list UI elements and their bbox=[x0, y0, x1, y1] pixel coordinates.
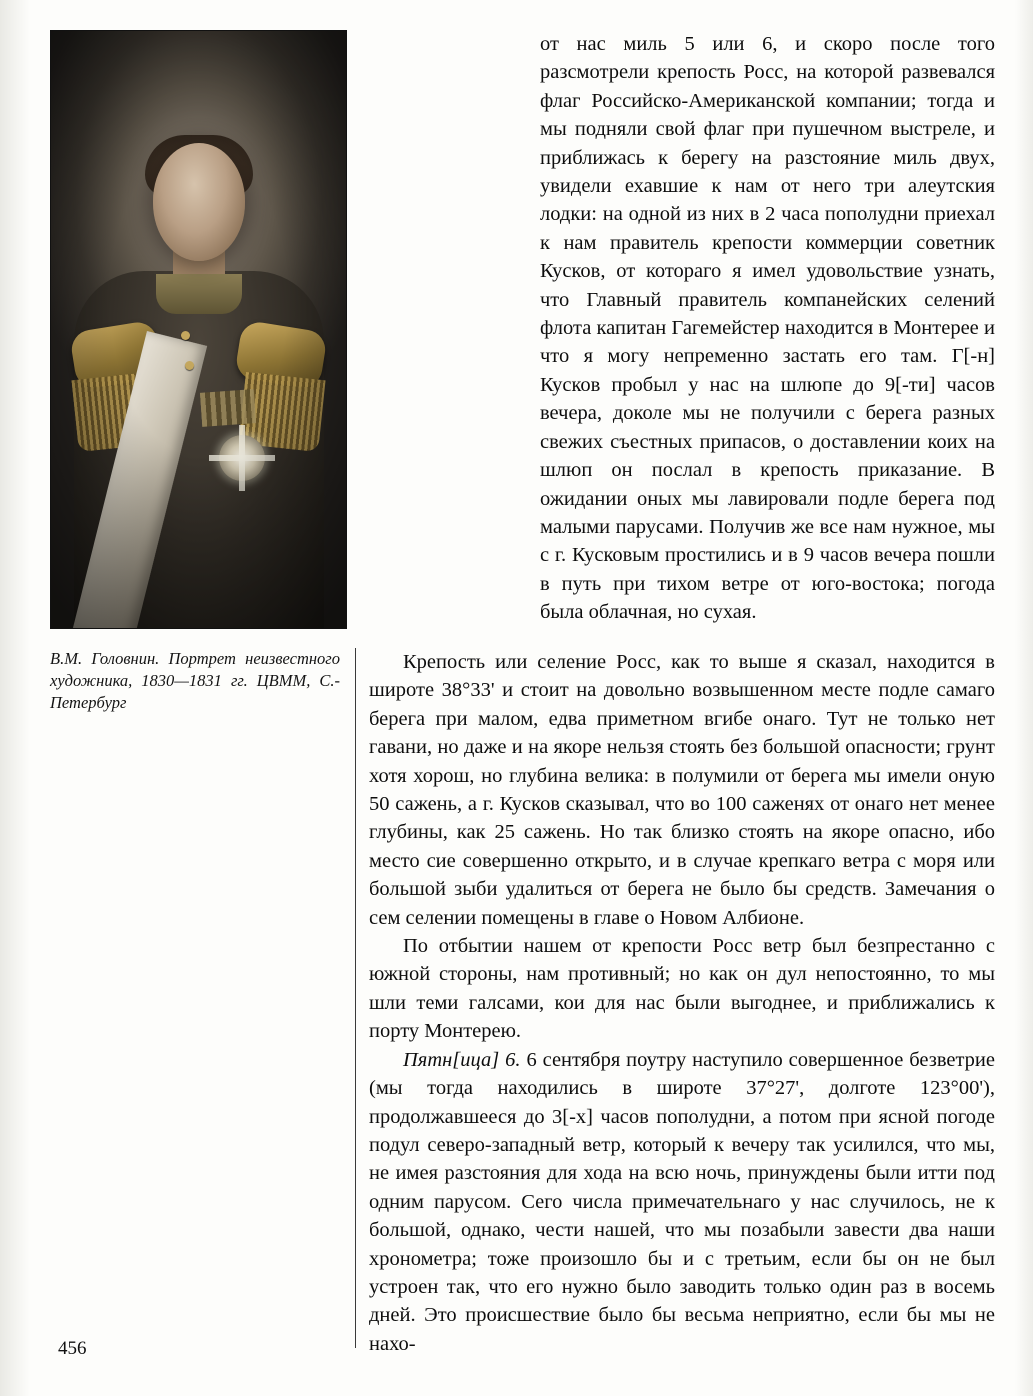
paragraph-with-date-lead bbox=[369, 1046, 995, 1358]
paragraph-body: 6 сентября поутру наступило совершенное безветрие (мы тогда находились в широте 37°27', долготе 123°00'), продолжавшееся до 3[-х] часов пополудни, а потом при ясной погоде подул северо-западный ветр, который к вечеру так усилился, что мы, не имея разстояния для хода на всю ночь, принуждены были итти под одним парусом. Сего числа примечательнаго у нас случилось, не к большой, однако, чести нашей, что мы позабыли завести два наши хронометра; тоже произошло бы и с третьим, если бы он не был устроен так, что его нужно было заводить только один раз в восемь дней. Это происшествие было бы весьма неприятно, если бы мы не нахо- bbox=[369, 1048, 995, 1355]
portrait-image bbox=[50, 30, 347, 629]
paragraph: от нас миль 5 или 6, и скоро после того разсмотрели крепость Росс, на которой развевался флаг Российско-Американской компании; тогда и мы подняли свой флаг при пушечном выстреле, и приближась к берегу на разстояние миль двух, увидели ехавшие к нам от него три алеутския лодки: на одной из них в 2 часа пополудни приехал к нам правитель крепости коммерции советник Кусков, от котораго я имел удовольствие узнать, что Главный правитель компанейских селений флота капитан Гагемейстер находится в Монтерее и что я могу непременно застать его там. Г[-н] Кусков пробыл у нас на шлюпе до 9[-ти] часов вечера, доколе мы не получили с берега разных свежих съестных припасов, о доставлении коих на шлюп он послал в крепость приказание. В ожидании оных мы лавировали подле берега под малыми парусами. Получив же все нам нужное, мы с г. Кусковым простились и в 9 часов вечера пошли в путь при тихом ветре от юго-востока; погода была облачная, но сухая. bbox=[540, 33, 995, 624]
left-column bbox=[50, 30, 345, 714]
paragraph: По отбытии нашем от крепости Росс ветр был безпрестанно с южной стороны, нам противный; но как он дул непостоянно, то мы шли теми галсами, кои для нас были выгоднее, и приближались к порту Монтерею. bbox=[369, 935, 995, 1043]
column-divider-rule bbox=[355, 648, 356, 1348]
page-number: 456 bbox=[58, 1338, 87, 1359]
paragraph: Крепость или селение Росс, как то выше я сказал, находится в широте 38°33' и стоит на довольно возвышенном месте подле самаго берега при малом, едва приметном вгибе онаго. Тут не только нет гавани, но даже и на якоре нельзя стоять без большой опасности; грунт хотя хорош, но глубина велика: в полумили от берега мы имели оную 50 сажень, а г. Кусков сказывал, что во 100 саженях от онаго нет менее глубины, как 25 сажень. Но так близко стоять на якоре опасно, ибо место сие совершенно открыто, и в случае крепкаго ветра с моря или большой зыби удалиться от берега не было бы средств. Замечания о сем селении помещены в главе о Новом Албионе. bbox=[369, 651, 995, 929]
date-lead: Пятн[ица] 6. bbox=[403, 1048, 521, 1071]
portrait-vignette bbox=[51, 31, 346, 628]
figure-caption: В.М. Головнин. Портрет неизвестного художника, 1830—1831 гг. ЦВММ, С.-Петербург bbox=[50, 649, 340, 712]
right-column-text bbox=[540, 30, 995, 627]
bottom-column-text bbox=[369, 648, 995, 1358]
